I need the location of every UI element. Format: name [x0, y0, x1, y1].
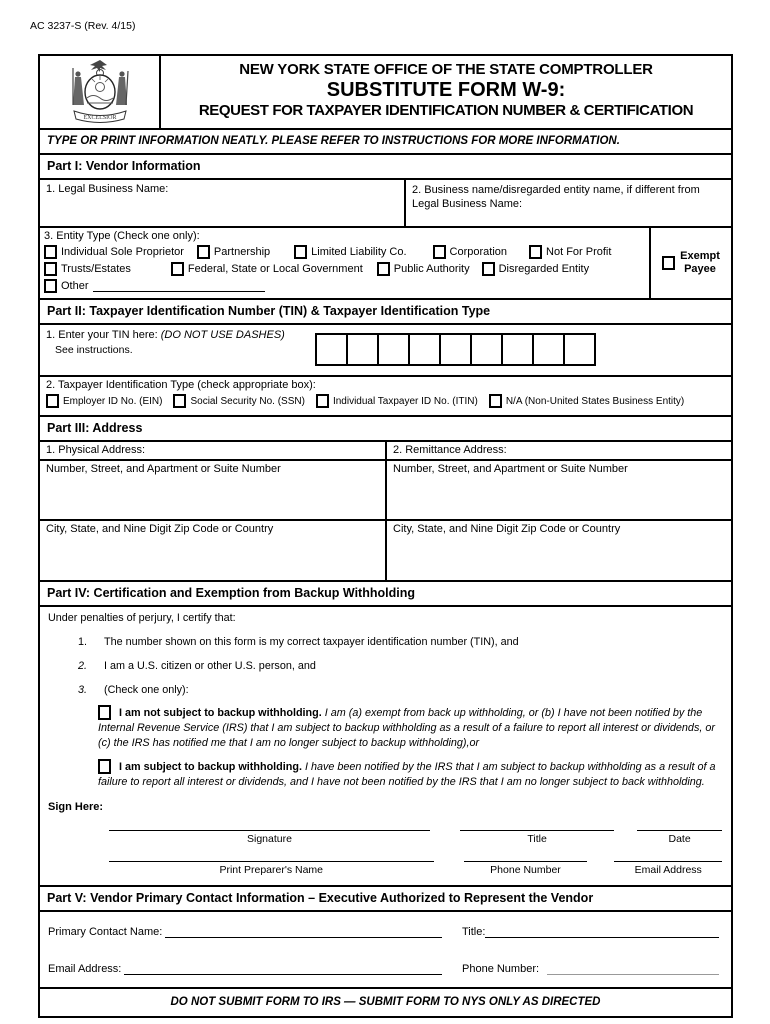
tin-digit-box-1[interactable]: [315, 333, 348, 366]
seal-cell: [40, 56, 161, 128]
form-header: [40, 56, 731, 128]
physical-address-label: 1. Physical Address:: [40, 442, 387, 459]
label-individual-sole-proprietor: Individual Sole Proprietor: [61, 246, 184, 258]
label-public-authority: Public Authority: [393, 263, 470, 275]
title-field[interactable]: Title: [460, 830, 614, 845]
contact-row-1: [48, 925, 719, 938]
checkbox-not-subject-backup-withholding[interactable]: [98, 705, 111, 720]
label-trusts-estates: Trusts/Estates: [61, 263, 131, 275]
label-disregarded-entity: Disregarded Entity: [498, 263, 590, 275]
remittance-address-label: 2. Remittance Address:: [393, 444, 507, 456]
tin-digit-box-7[interactable]: [501, 333, 534, 366]
form-number: AC 3237-S (Rev. 4/15): [30, 20, 136, 32]
remittance-city-label: City, State, and Nine Digit Zip Code or Country: [393, 523, 621, 535]
checkbox-other[interactable]: [44, 279, 57, 293]
checkbox-na-non-us[interactable]: [489, 394, 502, 408]
label-partnership: Partnership: [213, 246, 271, 258]
entity-row-1: [44, 245, 649, 259]
contact-phone-input[interactable]: [547, 962, 719, 975]
instructions-banner: TYPE OR PRINT INFORMATION NEATLY. PLEASE REFER TO INSTRUCTIONS FOR MORE INFORMATION.: [40, 128, 731, 153]
contact-row-2: [48, 962, 719, 975]
checkbox-limited-liability-co[interactable]: [294, 245, 307, 259]
contact-email-input[interactable]: [124, 962, 442, 975]
tin-digit-box-2[interactable]: [346, 333, 379, 366]
label-corporation: Corporation: [449, 246, 508, 258]
label-ssn: Social Security No. (SSN): [190, 395, 305, 407]
entity-row-2: [44, 262, 649, 276]
form-subtitle: REQUEST FOR TAXPAYER IDENTIFICATION NUMBER & CERTIFICATION: [198, 102, 694, 119]
label-na-non-us: N/A (Non-United States Business Entity): [505, 395, 685, 407]
tin-digit-box-6[interactable]: [470, 333, 503, 366]
contact-title-input[interactable]: [485, 925, 719, 938]
title-block: [161, 56, 731, 128]
part1-header: Part I: Vendor Information: [40, 153, 731, 178]
tin-digit-box-8[interactable]: [532, 333, 565, 366]
tin-digit-box-3[interactable]: [377, 333, 410, 366]
tin-row: [40, 323, 731, 375]
taxpayer-id-type-label: 2. Taxpayer Identification Type (check appropriate box):: [46, 379, 316, 391]
label-ein: Employer ID No. (EIN): [63, 395, 163, 407]
label-limited-liability-co: Limited Liability Co.: [311, 246, 407, 258]
preparer-name-field[interactable]: Print Preparer's Name: [109, 861, 434, 876]
entity-row-3: [44, 279, 649, 293]
entity-type-label: 3. Entity Type (Check one only):: [44, 230, 200, 242]
label-federal-state-local-government: Federal, State or Local Government: [187, 263, 363, 275]
remittance-street-label: Number, Street, and Apartment or Suite Number: [393, 463, 628, 475]
checkbox-federal-state-local-government[interactable]: [171, 262, 184, 276]
remittance-city-field[interactable]: [387, 521, 731, 580]
legal-business-name-label: 1. Legal Business Name:: [46, 183, 169, 195]
taxpayer-id-type-row: [40, 375, 731, 415]
seal-motto: EXCELSIOR: [83, 115, 116, 121]
physical-street-field[interactable]: [40, 461, 387, 519]
option-not-subject-backup-withholding: I am not subject to backup withholding. I am (a) exempt from back up withholding, or (b) I have not been notified by the Internal Revenue Service (IRS) that I am subject to backup withholding as a result of a failure to report all interest or dividends, or (c) the IRS has notified me that I am no longer subject to backup withholding),or: [98, 707, 715, 749]
label-other: Other: [61, 280, 89, 292]
agency-name: NEW YORK STATE OFFICE OF THE STATE COMPTROLLER: [239, 61, 653, 78]
cert-item-2: 2. I am a U.S. citizen or other U.S. person, and: [78, 660, 316, 672]
contact-phone-label: Phone Number:: [462, 963, 540, 975]
label-itin: Individual Taxpayer ID No. (ITIN): [332, 395, 478, 407]
exempt-payee-cell: [651, 228, 731, 298]
checkbox-exempt-payee[interactable]: [662, 256, 675, 270]
tin-label: 1. Enter your TIN here:: [46, 329, 158, 341]
tin-note: (DO NOT USE DASHES): [160, 329, 285, 341]
physical-city-field[interactable]: [40, 521, 387, 580]
checkbox-disregarded-entity[interactable]: [482, 262, 495, 276]
tin-see-instructions: See instructions.: [55, 344, 133, 356]
cert-item-1: 1. The number shown on this form is my correct taxpayer identification number (TIN), and: [78, 636, 519, 648]
form-title: SUBSTITUTE FORM W-9:: [326, 79, 566, 101]
cert-item-3: 3. (Check one only):: [78, 684, 189, 696]
tin-digit-box-9[interactable]: [563, 333, 596, 366]
contact-email-label: Email Address:: [48, 963, 122, 975]
certification-intro: Under penalties of perjury, I certify that:: [48, 612, 236, 624]
business-name-label: 2. Business name/disregarded entity name, if different from Legal Business Name:: [412, 184, 700, 211]
checkbox-itin[interactable]: [316, 394, 329, 408]
entity-type-row: [40, 226, 731, 298]
checkbox-subject-backup-withholding[interactable]: [98, 759, 111, 774]
other-entity-input[interactable]: [93, 280, 265, 292]
checkbox-corporation[interactable]: [433, 245, 446, 259]
sign-here-label: Sign Here:: [48, 801, 104, 813]
part1-name-row: [40, 178, 731, 226]
option-subject-backup-withholding: I am subject to backup withholding. I have been notified by the IRS that I am subject to backup withholding as a result of a failure to report all interest or dividends, and I have not been notified by the IRS that I am no longer subject to back withholding.: [98, 761, 716, 788]
checkbox-individual-sole-proprietor[interactable]: [44, 245, 57, 259]
checkbox-public-authority[interactable]: [377, 262, 390, 276]
taxpayer-id-type-options: [46, 394, 725, 408]
part3-header: Part III: Address: [40, 415, 731, 440]
checkbox-not-for-profit[interactable]: [529, 245, 542, 259]
label-not-for-profit: Not For Profit: [546, 246, 612, 258]
part4-header: Part IV: Certification and Exemption from Backup Withholding: [40, 580, 731, 605]
remittance-street-field[interactable]: [387, 461, 731, 519]
w9-form: [38, 54, 733, 1018]
preparer-line-row: [109, 861, 722, 876]
checkbox-trusts-estates[interactable]: [44, 262, 57, 276]
contact-body: [40, 910, 731, 987]
contact-title-label: Title:: [462, 926, 486, 938]
signature-field[interactable]: Signature: [109, 830, 430, 845]
checkbox-partnership[interactable]: [197, 245, 210, 259]
checkbox-ein[interactable]: [46, 394, 59, 408]
date-field[interactable]: Date: [637, 830, 722, 845]
certification-body: [40, 605, 731, 885]
address-label-row: [40, 440, 731, 459]
part2-header: Part II: Taxpayer Identification Number (TIN) & Taxpayer Identification Type: [40, 298, 731, 323]
email-address-field[interactable]: Email Address: [614, 861, 722, 876]
address-street-row: [40, 459, 731, 519]
signature-line-row: [109, 830, 722, 845]
nys-coat-of-arms-icon: [50, 59, 150, 125]
tin-digit-box-4[interactable]: [408, 333, 441, 366]
footer-instruction: DO NOT SUBMIT FORM TO IRS — SUBMIT FORM TO NYS ONLY AS DIRECTED: [40, 987, 731, 1016]
phone-number-field[interactable]: Phone Number: [464, 861, 588, 876]
tin-digit-box-5[interactable]: [439, 333, 472, 366]
legal-business-name-field[interactable]: [40, 180, 406, 226]
business-name-field[interactable]: [406, 180, 731, 226]
address-city-row: [40, 519, 731, 580]
entity-type-options: [40, 228, 651, 298]
primary-contact-name-label: Primary Contact Name:: [48, 926, 163, 938]
physical-city-label: City, State, and Nine Digit Zip Code or Country: [46, 523, 274, 535]
physical-street-label: Number, Street, and Apartment or Suite Number: [46, 463, 281, 475]
tin-label-block: [46, 329, 285, 366]
checkbox-ssn[interactable]: [173, 394, 186, 408]
exempt-payee-label: Exempt Payee: [680, 249, 720, 275]
primary-contact-name-input[interactable]: [165, 925, 442, 938]
part5-header: Part V: Vendor Primary Contact Information – Executive Authorized to Represent the Vendor: [40, 885, 731, 910]
tin-boxes: [317, 333, 596, 366]
